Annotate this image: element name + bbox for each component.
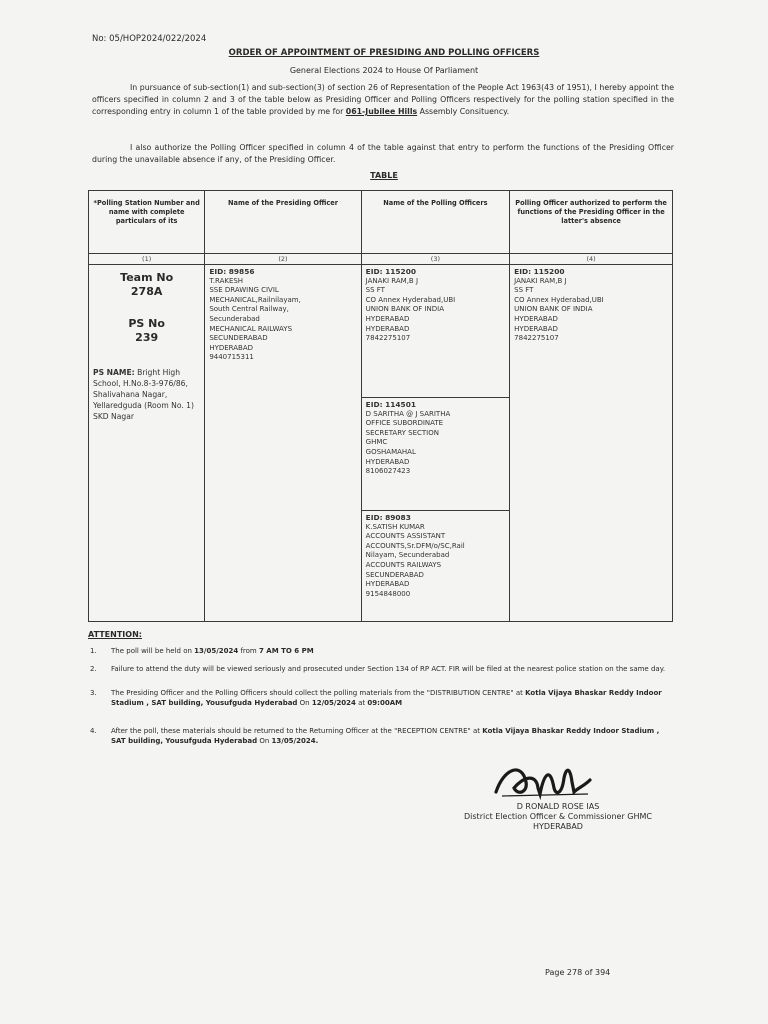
officer-detail-line: SECUNDERABAD	[365, 570, 424, 579]
item-number: 3.	[90, 689, 97, 697]
item-text: The poll will be held on 13/05/2024 from 7 AM TO 6 PM	[111, 647, 314, 655]
polling-officer-cell-2	[361, 398, 510, 511]
polling-officer-3-eid: EID: 89083	[365, 513, 411, 522]
authorized-details	[514, 277, 668, 344]
item-number: 4.	[90, 727, 97, 735]
officer-detail-line: K.SATISH KUMAR	[365, 522, 425, 531]
signatory-name: D RONALD ROSE IAS	[516, 802, 600, 811]
col-number-1: (1)	[89, 254, 205, 265]
officer-detail-line: 8106027423	[365, 467, 411, 476]
officer-detail-line: HYDERABAD	[365, 314, 410, 323]
header-polling-officers: Name of the Polling Officers	[361, 191, 510, 254]
authorization-paragraph: I also authorize the Polling Officer specified in column 4 of the table against that entry to perform the functions of the Presiding Officer during the unavailable absence if any, of the Presiding Officer.	[92, 143, 674, 164]
officer-detail-line: ACCOUNTS RAILWAYS	[365, 560, 442, 569]
ps-label: PS No	[128, 317, 165, 330]
officer-detail-line: OFFICE SUBORDINATE	[365, 419, 444, 428]
ps-number: 239	[135, 331, 159, 344]
officer-detail-line: JANAKI RAM,B J	[514, 276, 567, 285]
signatory-city: HYDERABAD	[533, 822, 583, 831]
officer-detail-line: SS FT	[365, 286, 385, 295]
para1-tail: Assembly Consituency.	[417, 107, 510, 116]
document-number: No: 05/HOP2024/022/2024	[92, 34, 207, 44]
item-text: The Presiding Officer and the Polling Officers should collect the polling materials from the "DISTRIBUTION CENTRE" at Kotla Vijaya Bhaskar Reddy Indoor Stadium , SAT building, Yousufguda Hyderabad On 12/05/2024 at 09:00AM	[111, 689, 662, 707]
polling-station-cell	[89, 265, 205, 622]
officer-detail-line: 9440715311	[209, 353, 254, 362]
header-presiding-officer: Name of the Presiding Officer	[205, 191, 361, 254]
team-label: Team No	[120, 271, 174, 284]
polling-officer-2-eid: EID: 114501	[365, 400, 416, 409]
polling-officer-1-eid: EID: 115200	[365, 267, 416, 276]
document-title: ORDER OF APPOINTMENT OF PRESIDING AND POLLING OFFICERS	[228, 48, 540, 58]
column-number-row	[89, 254, 673, 265]
presiding-eid: EID: 89856	[209, 267, 255, 276]
officer-detail-line: 7842275107	[514, 334, 559, 343]
appointment-paragraph	[92, 82, 674, 118]
ps-name	[93, 367, 200, 422]
officer-detail-line: HYDERABAD	[514, 314, 558, 323]
ps-info	[93, 317, 200, 345]
attention-heading: ATTENTION:	[88, 630, 142, 639]
ps-name-value: Bright High School, H.No.8-3-976/86, Shalivahana Nagar, Yellaredguda (Room No. 1) SKD Nagar	[93, 368, 194, 421]
officer-detail-line: MECHANICAL,Railnilayam,	[209, 295, 301, 304]
item-number: 2.	[90, 665, 97, 673]
para1-text: In pursuance of sub-section(1) and sub-section(3) of section 26 of Representation of the People Act 1963(43 of 1951), I hereby appoint the officers specified in column 2 and 3 of the table below as Presiding Officer and Polling Officers respectively for the polling station specified in the corresponding entry in column 1 of the table provided by me for	[92, 83, 674, 116]
officer-detail-line: CO Annex Hyderabad,UBI	[365, 295, 456, 304]
polling-officer-cell-3	[361, 511, 510, 622]
officer-detail-line: South Central Railway,	[209, 305, 289, 314]
table-header-row	[89, 191, 673, 254]
item-text: After the poll, these materials should be returned to the Returning Officer at the "RECEPTION CENTRE" at Kotla Vijaya Bhaskar Reddy Indoor Stadium , SAT building, Yousufguda Hyderabad On 13/05/2024.	[111, 727, 660, 745]
header-polling-station: *Polling Station Number and name with complete particulars of its	[89, 191, 205, 254]
item-text: Failure to attend the duty will be viewed seriously and prosecuted under Section 134 of RP ACT. FIR will be filed at the nearest police station on the same day.	[111, 665, 666, 673]
authorized-officer-cell	[510, 265, 673, 622]
officer-detail-line: HYDERABAD	[209, 343, 254, 352]
table-label: TABLE	[370, 171, 398, 180]
officer-detail-line: ACCOUNTS ASSISTANT	[365, 532, 446, 541]
officer-detail-line: CO Annex Hyderabad,UBI	[514, 295, 604, 304]
table-row	[89, 265, 673, 398]
officer-detail-line: 7842275107	[365, 334, 411, 343]
officer-detail-line: UNION BANK OF INDIA	[514, 305, 593, 314]
team-info	[93, 271, 200, 299]
polling-officer-2-details	[366, 410, 506, 477]
officer-detail-line: UNION BANK OF INDIA	[365, 305, 444, 314]
appointment-table	[88, 190, 673, 622]
col-number-4: (4)	[510, 254, 673, 265]
officer-detail-line: JANAKI RAM,B J	[365, 276, 419, 285]
officer-detail-line: SECRETARY SECTION	[365, 428, 439, 437]
ps-name-label: PS NAME:	[93, 368, 135, 377]
document-subtitle: General Elections 2024 to House Of Parliament	[289, 66, 479, 75]
officer-detail-line: ACCOUNTS,Sr.DFM/o/SC,Rail	[365, 541, 465, 550]
officer-detail-line: MECHANICAL RAILWAYS	[209, 324, 293, 333]
officer-detail-line: GOSHAMAHAL	[365, 447, 416, 456]
col-number-3: (3)	[361, 254, 510, 265]
authorized-eid: EID: 115200	[514, 267, 565, 276]
officer-detail-line: 9154848000	[365, 589, 411, 598]
signature-icon	[492, 758, 592, 800]
header-authorized-officer: Polling Officer authorized to perform the functions of the Presiding Officer in the latter's absence	[510, 191, 673, 254]
officer-detail-line: T.RAKESH	[209, 276, 244, 285]
officer-detail-line: SECUNDERABAD	[209, 334, 268, 343]
polling-officer-1-details	[366, 277, 506, 344]
presiding-details	[209, 277, 356, 363]
item-number: 1.	[90, 647, 97, 655]
team-number: 278A	[130, 285, 163, 298]
officer-detail-line: SS FT	[514, 286, 534, 295]
officer-detail-line: GHMC	[365, 438, 388, 447]
officer-detail-line: HYDERABAD	[365, 580, 410, 589]
officer-detail-line: HYDERABAD	[365, 457, 410, 466]
officer-detail-line: Nilayam, Secunderabad	[365, 551, 450, 560]
presiding-officer-cell	[205, 265, 361, 622]
officer-detail-line: HYDERABAD	[514, 324, 558, 333]
polling-officer-cell-1	[361, 265, 510, 398]
signatory-block	[440, 802, 676, 832]
polling-officer-3-details	[366, 523, 506, 600]
officer-detail-line: HYDERABAD	[365, 324, 410, 333]
officer-detail-line: D SARITHA @ J SARITHA	[365, 409, 451, 418]
officer-detail-line: Secunderabad	[209, 314, 260, 323]
officer-detail-line: SSE DRAWING CIVIL	[209, 286, 279, 295]
col-number-2: (2)	[205, 254, 361, 265]
page-number: Page 278 of 394	[545, 968, 611, 977]
signatory-designation: District Election Officer & Commissioner GHMC	[464, 812, 652, 821]
constituency-name: 061-Jubilee Hills	[345, 107, 418, 116]
